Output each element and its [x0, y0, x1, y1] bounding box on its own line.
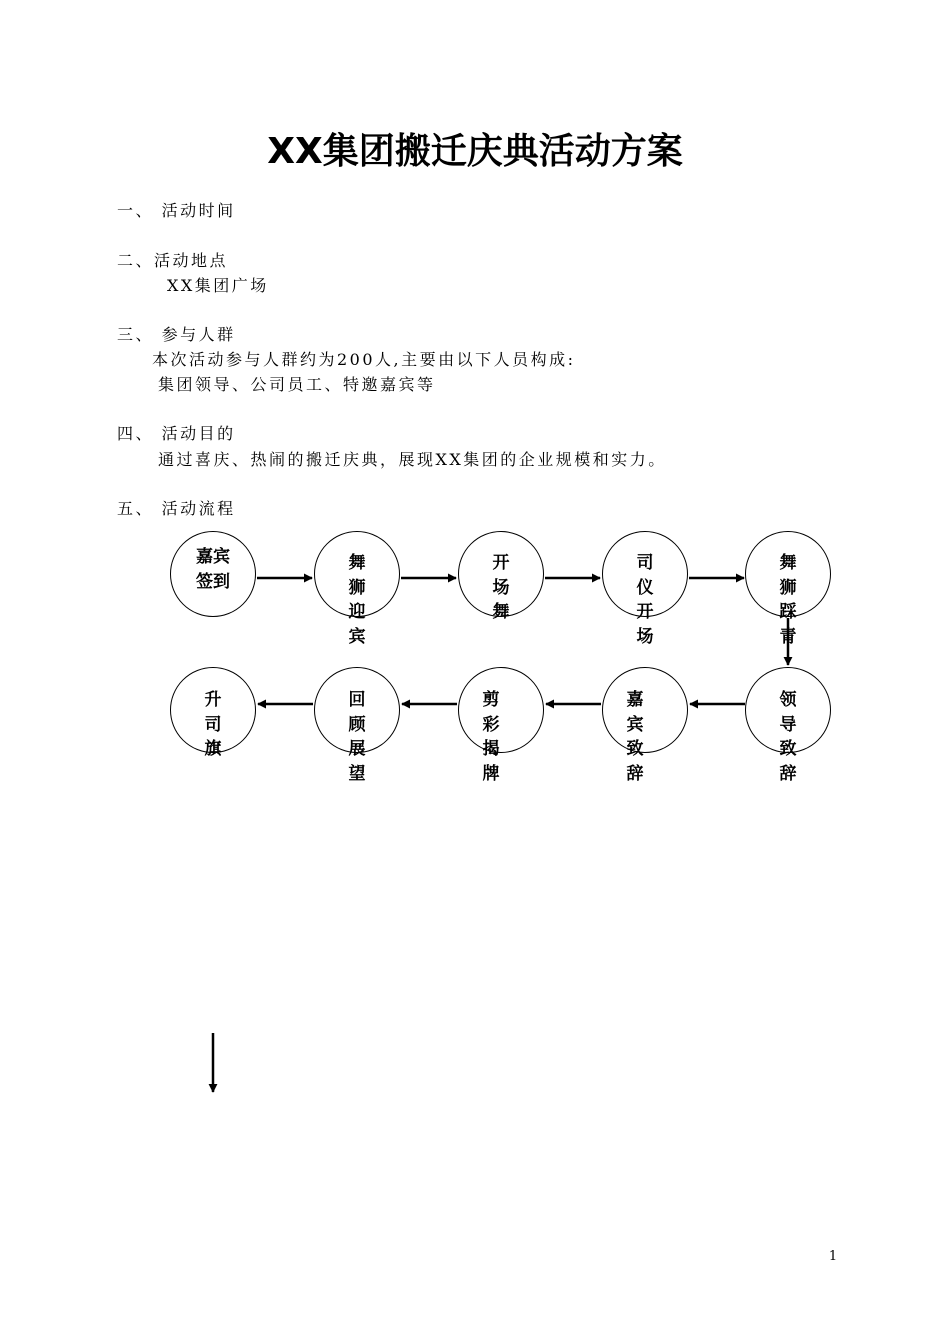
- flow-step-2-label-line: 宾: [348, 626, 366, 647]
- flow-step-9-label: [337, 688, 377, 786]
- flow-step-6-label: [768, 688, 808, 786]
- flow-step-6-label-line: 领: [779, 690, 797, 710]
- page-number: 1: [828, 1249, 838, 1264]
- flow-step-7-label-line: 宾: [626, 714, 644, 735]
- flow-step-5-label-line: 青: [779, 626, 797, 647]
- flow-step-10-label-line: 升: [204, 690, 222, 710]
- flow-step-1-label: [188, 545, 238, 595]
- flow-step-8-label-line: 彩: [482, 714, 500, 735]
- section-3-heading: 三、 参与人群: [117, 325, 236, 344]
- flow-step-9-label-line: 展: [348, 739, 366, 759]
- flow-step-6-label-line: 导: [779, 714, 797, 735]
- flow-step-3-label-line: 舞: [492, 602, 510, 622]
- flow-step-5-label: [768, 551, 808, 649]
- flow-step-4-label-line: 仪: [636, 577, 654, 598]
- flow-step-9-label-line: 望: [348, 763, 366, 784]
- section-2-heading: 二、活动地点: [117, 251, 229, 270]
- flow-step-5-label-line: 狮: [779, 577, 797, 598]
- flow-step-10-label-line: 旗: [204, 739, 222, 759]
- flow-step-7-label-line: 致: [626, 739, 644, 759]
- flow-step-5-label-line: 踩: [779, 602, 797, 622]
- flow-step-6-label-line: 辞: [779, 763, 797, 784]
- flow-step-6-label-line: 致: [779, 739, 797, 759]
- flow-step-2-label-line: 狮: [348, 577, 366, 598]
- flow-step-2-label-line: 舞: [348, 553, 366, 573]
- flow-step-7-label-line: 嘉: [626, 690, 644, 710]
- section-3-body-line-2: 集团领导、公司员工、特邀嘉宾等: [158, 375, 436, 394]
- section-4-heading: 四、 活动目的: [117, 424, 236, 443]
- section-2-body: XX集团广场: [167, 276, 269, 295]
- flow-step-4-label-line: 场: [636, 626, 654, 647]
- section-3-body-line-1: 本次活动参与人群约为200人,主要由以下人员构成:: [152, 350, 576, 369]
- section-1-heading: 一、 活动时间: [117, 201, 236, 220]
- flow-step-3-label-line: 开: [492, 553, 510, 573]
- flow-step-2-label-line: 迎: [348, 602, 366, 622]
- flow-step-4-label-line: 开: [636, 602, 654, 622]
- flow-step-8-label: [471, 688, 511, 786]
- flow-step-8-label-line: 揭: [482, 739, 500, 759]
- flow-step-1-label-line: 签到: [196, 572, 230, 592]
- flow-step-8-label-line: 牌: [482, 763, 500, 784]
- section-5-heading: 五、 活动流程: [117, 499, 236, 518]
- flow-step-1-label-line: 嘉宾: [196, 547, 230, 567]
- flow-step-9-label-line: 顾: [348, 714, 366, 735]
- flow-step-3-label-line: 场: [492, 577, 510, 598]
- section-4-body: 通过喜庆、热闹的搬迁庆典，展现XX集团的企业规模和实力。: [158, 450, 667, 469]
- flow-step-3-label: [481, 551, 521, 625]
- flow-step-10-label-line: 司: [204, 714, 222, 735]
- flow-step-8-label-line: 剪: [482, 690, 500, 710]
- flow-step-4-label: [625, 551, 665, 649]
- flow-step-7-label: [615, 688, 655, 786]
- flow-step-9-label-line: 回: [348, 690, 366, 710]
- document-title: XX集团搬迁庆典活动方案: [267, 131, 683, 172]
- flow-step-5-label-line: 舞: [779, 553, 797, 573]
- flow-step-4-label-line: 司: [636, 553, 654, 573]
- flow-step-2-label: [337, 551, 377, 649]
- flow-step-7-label-line: 辞: [626, 763, 644, 784]
- flow-step-10-label: [193, 688, 233, 762]
